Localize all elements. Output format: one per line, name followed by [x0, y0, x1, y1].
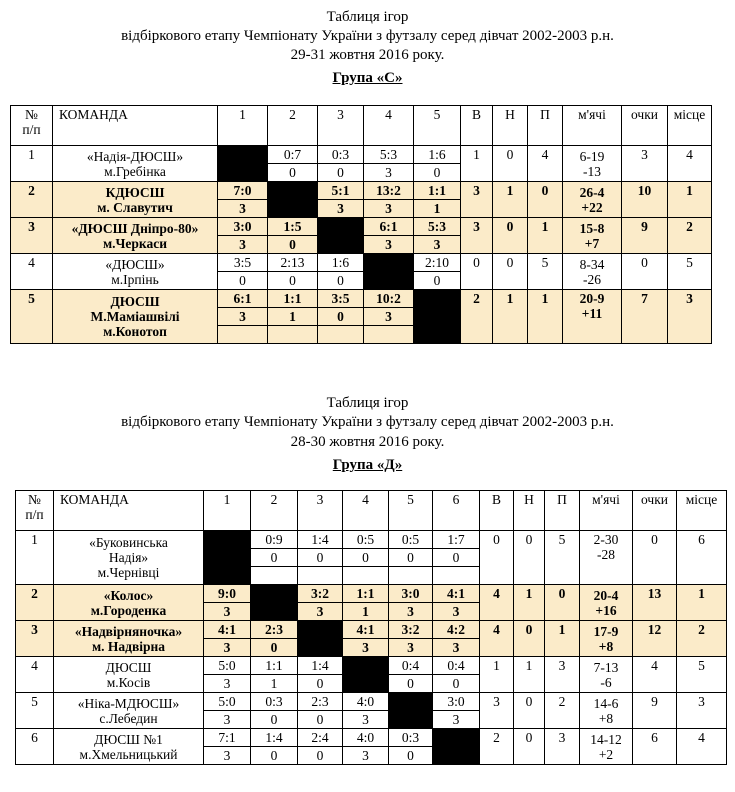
losses: 2 — [545, 693, 580, 729]
score-cell: 2:4 — [298, 729, 343, 747]
table-row — [11, 290, 712, 308]
empty-cell — [298, 567, 343, 585]
score-cell: 3:0 — [389, 585, 433, 603]
wins: 3 — [480, 693, 514, 729]
table-row — [16, 531, 727, 549]
points: 0 — [633, 531, 677, 585]
goals: 20-4 +16 — [580, 585, 633, 621]
match-points: 0 — [298, 549, 343, 567]
header-col-2: 2 — [251, 491, 298, 531]
goals: 2-30 -28 — [580, 531, 633, 585]
place: 3 — [677, 693, 727, 729]
wins: 1 — [461, 146, 493, 182]
match-points: 0 — [251, 639, 298, 657]
points: 3 — [622, 146, 668, 182]
match-points: 3 — [414, 236, 461, 254]
match-points: 0 — [298, 675, 343, 693]
group-d-table — [15, 490, 727, 765]
score-cell: 1:4 — [251, 729, 298, 747]
wins: 2 — [480, 729, 514, 765]
self-cell — [414, 290, 461, 344]
match-points: 3 — [204, 639, 251, 657]
goals: 7-13 -6 — [580, 657, 633, 693]
match-points: 1 — [268, 308, 318, 326]
score-cell: 1:6 — [414, 146, 461, 164]
match-points: 3 — [364, 236, 414, 254]
draws: 0 — [514, 729, 545, 765]
header-points: очки — [633, 491, 677, 531]
score-cell: 7:1 — [204, 729, 251, 747]
draws: 0 — [514, 693, 545, 729]
place: 3 — [668, 290, 712, 344]
match-points: 3 — [204, 747, 251, 765]
match-points: 1 — [251, 675, 298, 693]
points: 9 — [633, 693, 677, 729]
losses: 0 — [528, 182, 563, 218]
score-cell: 9:0 — [204, 585, 251, 603]
match-points: 0 — [433, 549, 480, 567]
header-col-3: 3 — [318, 106, 364, 146]
team-name: «ДЮСШ Дніпро-80» м.Черкаси — [53, 218, 218, 254]
self-cell — [218, 146, 268, 182]
row-number: 1 — [16, 531, 54, 585]
wins: 0 — [480, 531, 514, 585]
score-cell: 2:10 — [414, 254, 461, 272]
match-points: 3 — [364, 308, 414, 326]
score-cell: 4:0 — [343, 693, 389, 711]
score-cell: 0:5 — [343, 531, 389, 549]
match-points: 3 — [433, 711, 480, 729]
goals: 15-8 +7 — [563, 218, 622, 254]
table-row — [16, 693, 727, 711]
empty-cell — [251, 567, 298, 585]
score-cell: 5:0 — [204, 693, 251, 711]
team-name: «Колос» м.Городенка — [54, 585, 204, 621]
empty-cell — [318, 326, 364, 344]
match-points: 0 — [433, 675, 480, 693]
empty-cell — [364, 326, 414, 344]
team-name: «Ніка-МДЮСШ» с.Лебедин — [54, 693, 204, 729]
row-number: 6 — [16, 729, 54, 765]
goals: 14-6 +8 — [580, 693, 633, 729]
score-cell: 1:1 — [268, 290, 318, 308]
match-points: 3 — [218, 236, 268, 254]
empty-cell — [343, 567, 389, 585]
team-name: ДЮСШ м.Косів — [54, 657, 204, 693]
goals: 8-34 -26 — [563, 254, 622, 290]
self-cell — [318, 218, 364, 254]
header-losses: П — [528, 106, 563, 146]
match-points: 0 — [268, 272, 318, 290]
self-cell — [389, 693, 433, 729]
match-points: 3 — [218, 200, 268, 218]
title-c-3: 29-31 жовтня 2016 року. — [290, 47, 445, 63]
header-points: очки — [622, 106, 668, 146]
goals: 20-9 +11 — [563, 290, 622, 344]
score-cell: 3:5 — [318, 290, 364, 308]
match-points: 0 — [218, 272, 268, 290]
table-row — [16, 621, 727, 639]
losses: 1 — [528, 290, 563, 344]
header-col-1: 1 — [218, 106, 268, 146]
match-points: 3 — [204, 711, 251, 729]
score-cell: 0:3 — [318, 146, 364, 164]
table-row — [16, 729, 727, 747]
team-name: ДЮСШ №1 м.Хмельницький — [54, 729, 204, 765]
header-col-1: 1 — [204, 491, 251, 531]
score-cell: 0:7 — [268, 146, 318, 164]
match-points: 3 — [343, 639, 389, 657]
match-points: 3 — [364, 200, 414, 218]
points: 10 — [622, 182, 668, 218]
header-row — [11, 106, 712, 146]
losses: 3 — [545, 657, 580, 693]
empty-cell — [433, 567, 480, 585]
match-points: 0 — [343, 549, 389, 567]
goals: 6-19 -13 — [563, 146, 622, 182]
group-d-label: Група «Д» — [332, 457, 403, 473]
self-cell — [433, 729, 480, 765]
row-number: 2 — [16, 585, 54, 621]
place: 5 — [677, 657, 727, 693]
self-cell — [268, 182, 318, 218]
losses: 3 — [545, 729, 580, 765]
header-num: № п/п — [11, 106, 53, 146]
empty-cell — [389, 567, 433, 585]
score-cell: 0:5 — [389, 531, 433, 549]
points: 0 — [622, 254, 668, 290]
wins: 1 — [480, 657, 514, 693]
score-cell: 7:0 — [218, 182, 268, 200]
losses: 1 — [528, 218, 563, 254]
header-wins: В — [480, 491, 514, 531]
score-cell: 4:1 — [204, 621, 251, 639]
header-col-4: 4 — [343, 491, 389, 531]
row-number: 1 — [11, 146, 53, 182]
table-row — [11, 218, 712, 236]
header-col-5: 5 — [414, 106, 461, 146]
score-cell: 3:2 — [298, 585, 343, 603]
score-cell: 6:1 — [218, 290, 268, 308]
draws: 1 — [514, 657, 545, 693]
title-d-2: відбіркового етапу Чемпіонату України з футзалу серед дівчат 2002-2003 р.н. — [121, 414, 614, 430]
header-wins: В — [461, 106, 493, 146]
match-points: 3 — [389, 603, 433, 621]
place: 1 — [677, 585, 727, 621]
score-cell: 1:1 — [414, 182, 461, 200]
score-cell: 2:13 — [268, 254, 318, 272]
header-losses: П — [545, 491, 580, 531]
header-goals: м'ячі — [580, 491, 633, 531]
group-c-table — [10, 105, 712, 344]
losses: 5 — [528, 254, 563, 290]
score-cell: 3:0 — [433, 693, 480, 711]
draws: 1 — [493, 290, 528, 344]
header-goals: м'ячі — [563, 106, 622, 146]
wins: 4 — [480, 621, 514, 657]
header-team: КОМАНДА — [54, 491, 204, 531]
goals: 26-4 +22 — [563, 182, 622, 218]
score-cell: 6:1 — [364, 218, 414, 236]
match-points: 3 — [204, 603, 251, 621]
team-name: «Буковинська Надія» м.Чернівці — [54, 531, 204, 585]
header-place: місце — [668, 106, 712, 146]
wins: 2 — [461, 290, 493, 344]
score-cell: 1:1 — [343, 585, 389, 603]
header-place: місце — [677, 491, 727, 531]
match-points: 0 — [318, 308, 364, 326]
score-cell: 3:0 — [218, 218, 268, 236]
match-points: 0 — [414, 164, 461, 182]
draws: 1 — [493, 182, 528, 218]
points: 6 — [633, 729, 677, 765]
title-d-1: Таблиця ігор — [326, 395, 409, 411]
place: 4 — [668, 146, 712, 182]
table-row — [11, 254, 712, 272]
points: 13 — [633, 585, 677, 621]
header-draws: Н — [514, 491, 545, 531]
score-cell: 4:0 — [343, 729, 389, 747]
losses: 5 — [545, 531, 580, 585]
header-col-4: 4 — [364, 106, 414, 146]
points: 4 — [633, 657, 677, 693]
title-c-2: відбіркового етапу Чемпіонату України з футзалу серед дівчат 2002-2003 р.н. — [121, 28, 614, 44]
header-num: № п/п — [16, 491, 54, 531]
draws: 0 — [514, 531, 545, 585]
match-points: 0 — [251, 711, 298, 729]
match-points: 1 — [343, 603, 389, 621]
table-row — [16, 585, 727, 603]
table-row — [16, 657, 727, 675]
score-cell: 1:7 — [433, 531, 480, 549]
score-cell: 4:1 — [433, 585, 480, 603]
score-cell: 1:6 — [318, 254, 364, 272]
self-cell — [364, 254, 414, 290]
empty-cell — [268, 326, 318, 344]
header-col-6: 6 — [433, 491, 480, 531]
row-number: 4 — [16, 657, 54, 693]
score-cell: 0:4 — [389, 657, 433, 675]
self-cell — [251, 585, 298, 621]
header-row — [16, 491, 727, 531]
score-cell: 0:4 — [433, 657, 480, 675]
score-cell: 1:4 — [298, 531, 343, 549]
table-row — [11, 182, 712, 200]
match-points: 3 — [364, 164, 414, 182]
score-cell: 2:3 — [298, 693, 343, 711]
draws: 0 — [493, 218, 528, 254]
match-points: 0 — [251, 549, 298, 567]
header-team: КОМАНДА — [53, 106, 218, 146]
score-cell: 5:0 — [204, 657, 251, 675]
empty-cell — [218, 326, 268, 344]
match-points: 3 — [218, 308, 268, 326]
match-points: 0 — [389, 549, 433, 567]
score-cell: 5:3 — [414, 218, 461, 236]
match-points: 0 — [251, 747, 298, 765]
score-cell: 3:2 — [389, 621, 433, 639]
match-points: 0 — [298, 711, 343, 729]
table-row — [11, 146, 712, 164]
match-points: 3 — [433, 603, 480, 621]
match-points: 0 — [414, 272, 461, 290]
place: 5 — [668, 254, 712, 290]
team-name: КДЮСШ м. Славутич — [53, 182, 218, 218]
place: 6 — [677, 531, 727, 585]
score-cell: 13:2 — [364, 182, 414, 200]
row-number: 3 — [11, 218, 53, 254]
score-cell: 3:5 — [218, 254, 268, 272]
wins: 3 — [461, 182, 493, 218]
place: 1 — [668, 182, 712, 218]
team-name: ДЮСШ М.Маміашвілі м.Конотоп — [53, 290, 218, 344]
match-points: 0 — [298, 747, 343, 765]
match-points: 3 — [298, 603, 343, 621]
row-number: 4 — [11, 254, 53, 290]
match-points: 3 — [433, 639, 480, 657]
match-points: 0 — [268, 236, 318, 254]
points: 7 — [622, 290, 668, 344]
losses: 0 — [545, 585, 580, 621]
score-cell: 4:2 — [433, 621, 480, 639]
match-points: 3 — [389, 639, 433, 657]
draws: 1 — [514, 585, 545, 621]
place: 4 — [677, 729, 727, 765]
team-name: «Надвірняночка» м. Надвірна — [54, 621, 204, 657]
self-cell — [298, 621, 343, 657]
match-points: 0 — [268, 164, 318, 182]
match-points: 1 — [414, 200, 461, 218]
header-draws: Н — [493, 106, 528, 146]
place: 2 — [677, 621, 727, 657]
draws: 0 — [493, 254, 528, 290]
row-number: 5 — [16, 693, 54, 729]
score-cell: 10:2 — [364, 290, 414, 308]
match-points: 3 — [204, 675, 251, 693]
team-name: «ДЮСШ» м.Ірпінь — [53, 254, 218, 290]
score-cell: 1:1 — [251, 657, 298, 675]
score-cell: 0:3 — [251, 693, 298, 711]
row-number: 3 — [16, 621, 54, 657]
goals: 14-12 +2 — [580, 729, 633, 765]
score-cell: 1:4 — [298, 657, 343, 675]
losses: 4 — [528, 146, 563, 182]
points: 12 — [633, 621, 677, 657]
header-col-2: 2 — [268, 106, 318, 146]
match-points: 0 — [389, 675, 433, 693]
header-col-3: 3 — [298, 491, 343, 531]
title-d-3: 28-30 жовтня 2016 року. — [290, 434, 445, 450]
place: 2 — [668, 218, 712, 254]
match-points: 3 — [343, 711, 389, 729]
title-c-1: Таблиця ігор — [326, 9, 409, 25]
points: 9 — [622, 218, 668, 254]
header-col-5: 5 — [389, 491, 433, 531]
match-points: 0 — [389, 747, 433, 765]
goals: 17-9 +8 — [580, 621, 633, 657]
self-cell — [343, 657, 389, 693]
wins: 0 — [461, 254, 493, 290]
row-number: 5 — [11, 290, 53, 344]
team-name: «Надія-ДЮСШ» м.Гребінка — [53, 146, 218, 182]
score-cell: 2:3 — [251, 621, 298, 639]
score-cell: 4:1 — [343, 621, 389, 639]
score-cell: 1:5 — [268, 218, 318, 236]
row-number: 2 — [11, 182, 53, 218]
wins: 4 — [480, 585, 514, 621]
draws: 0 — [493, 146, 528, 182]
score-cell: 5:3 — [364, 146, 414, 164]
match-points: 3 — [318, 200, 364, 218]
match-points: 0 — [318, 164, 364, 182]
losses: 1 — [545, 621, 580, 657]
match-points: 0 — [318, 272, 364, 290]
draws: 0 — [514, 621, 545, 657]
group-c-label: Група «С» — [332, 70, 403, 86]
score-cell: 5:1 — [318, 182, 364, 200]
match-points: 3 — [343, 747, 389, 765]
score-cell: 0:3 — [389, 729, 433, 747]
self-cell — [204, 531, 251, 585]
score-cell: 0:9 — [251, 531, 298, 549]
wins: 3 — [461, 218, 493, 254]
